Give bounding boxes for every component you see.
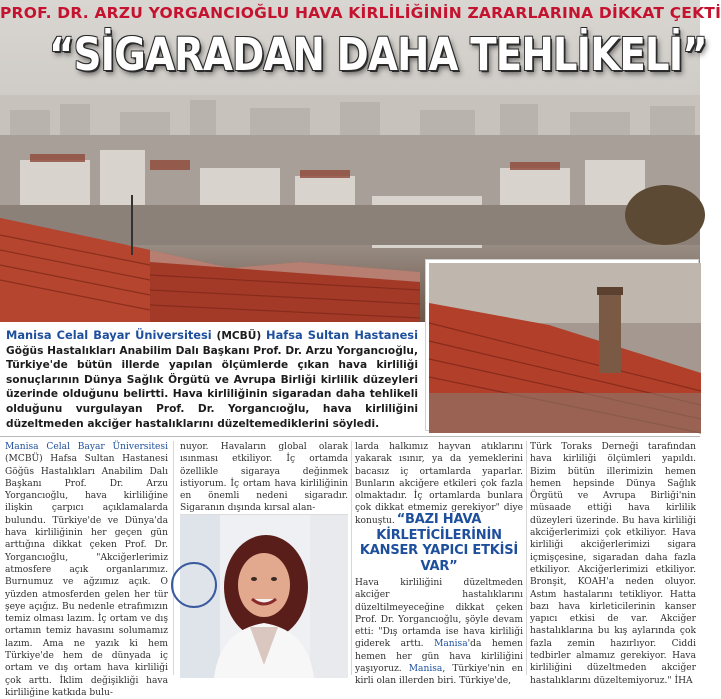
body-column-1 (5, 441, 168, 698)
column-separator (173, 441, 174, 675)
portrait-photo (180, 514, 348, 677)
main-headline: “SİGARADAN DAHA TEHLİKELİ” (49, 28, 707, 81)
body-column-3-continued (355, 577, 523, 687)
col1-highlight: Manisa Celal Bayar Üniversitesi (5, 442, 168, 452)
col3b-text-b: 'da hemen hemen her gün hava kirliliğini yaşıyoruz. (355, 639, 523, 675)
col3b-highlight-2: Manisa (408, 664, 443, 675)
col3b-text-a: Hava kirliliğini düzeltmeden akciğer hastalıklarını düzeltilmeyeceğine dikkat çeken Prof. Dr. Yorgancıoğlu, şöyle devam etti: "Dış ortamda ise hava kirliliği giderek arttı. (355, 578, 523, 650)
lead-paragraph (6, 328, 418, 431)
lead-text: Göğüs Hastalıkları Anabilim Dalı Başkanı Prof. Dr. Arzu Yorgancıoğlu, Türkiye'de bütün illerde yapılan ölçümlerde çıkan hava kirliliği sonuçlarının Dünya Sağlık Örgütü ve Avrupa Birliği kirlilik düzeyleri üzerinde olduğunu belirtti. Hava kirliliğinin sigaradan daha tehlikeli olduğunu vurgulayan Prof. Dr. Yorgancıoğlu, hava kirliliğini düzeltmeden akciğer hastalıklarını düzeltemediklerini söyledi. (6, 344, 418, 430)
section-divider (0, 436, 700, 437)
chimney-roof-photo (429, 263, 701, 433)
column-separator (351, 441, 352, 675)
column-separator (526, 441, 527, 675)
lead-abbrev: (MCBÜ) (211, 330, 267, 342)
inset-chimney-photo (426, 260, 698, 430)
body-column-3: larda halkımız hayvan atıklarını yakarak ısınır, ya da yemeklerini bacasız iç ortamlarda yaparlar. Bunların akciğere etkileri çok fazla olmaktadır. İç ortamlarda bunlara çok dikkat etmemiz gerekiyor" diye konuştu. (355, 442, 523, 526)
lead-highlight: Manisa Celal Bayar Üniversitesi (6, 328, 212, 342)
kicker-headline: PROF. DR. ARZU YORGANCIOĞLU HAVA KİRLİLİĞİNİN ZARARLARINA DİKKAT ÇEKTİ (0, 4, 721, 22)
col1-text: (MCBÜ) Hafsa Sultan Hastanesi Göğüs Hastalıkları Anabilim Dalı Başkanı Prof. Dr. Arzu Yorgancıoğlu, hava kirliliğine ilişkin çarpıcı açıklamalarda bulundu. Türkiye'de ve Dünya'da hava kirliliğinin her geçen gün arttığına dikkat çeken Prof. Dr. Yorgancıoğlu, "Akciğerlerimiz atmosfere açık organlarımız. Burnumuz ve ağzımız açık. O yüzden atmosferden gelen her tür şeye açığız. Bu nedenle etrafımızın temiz olması lazım. İç ortam ve dış ortamın temiz havasını solumamız lazım. Ama ne yazık ki hem Türkiye'de hem de dünyada iç ortam ve dış ortam hava kirliliği çok arttı. İklim değişikliği hava kirliliğine katkıda bulu- (5, 454, 168, 698)
lead-highlight-hospital: Hafsa Sultan Hastanesi (266, 328, 418, 342)
body-column-2: nuyor. Havaların global olarak ısınması etkiliyor. İç ortamda özellikle sigaraya değinmek istiyorum. İç ortam hava kirliliğinin en önemli nedeni sigaradır. Sigaranın dışında kırsal alan- (180, 442, 348, 514)
col3b-highlight-1: Manisa (434, 639, 468, 650)
body-column-4: Türk Toraks Derneği tarafından hava kirliliği ölçümleri yapıldı. Bizim bütün illerimizin hemen hemen hepsinde Dünya Sağlık Örgütü ve Avrupa Birliği'nin müsaade ettiği hava kirlilik düzeyleri üzerinde. Bu hava kirliliği akciğerlerimizi çok etkiliyor. Hava kirliliği akciğerlerimizi sigara içmişçesine, sigaradan daha fazla etkiliyor. Akciğerlerimizi etkiliyor. Bronşit, KOAH'a neden oluyor. Astım hastalarını tetikliyor. Hatta bazı hava kirleticilerinin kanser yapıcı etkisi de var. Akciğer hastalıklarına bu kış aylarında çok fazla zemin hazırlıyor. Ciddi tedbirler almamız gerekiyor. Hava kirliliğini düzeltmeden akciğer hastalıklarını düzeltemiyoruz." İHA (530, 442, 696, 686)
subheading: “BAZI HAVA KİRLETİCİLERİNİN KANSER YAPICI ETKİSİ VAR” (359, 512, 519, 574)
col3b-text-c: , Türkiye'nin en kirli olan illerden biri. Türkiye'de, (355, 664, 523, 687)
professor-portrait (180, 515, 348, 678)
